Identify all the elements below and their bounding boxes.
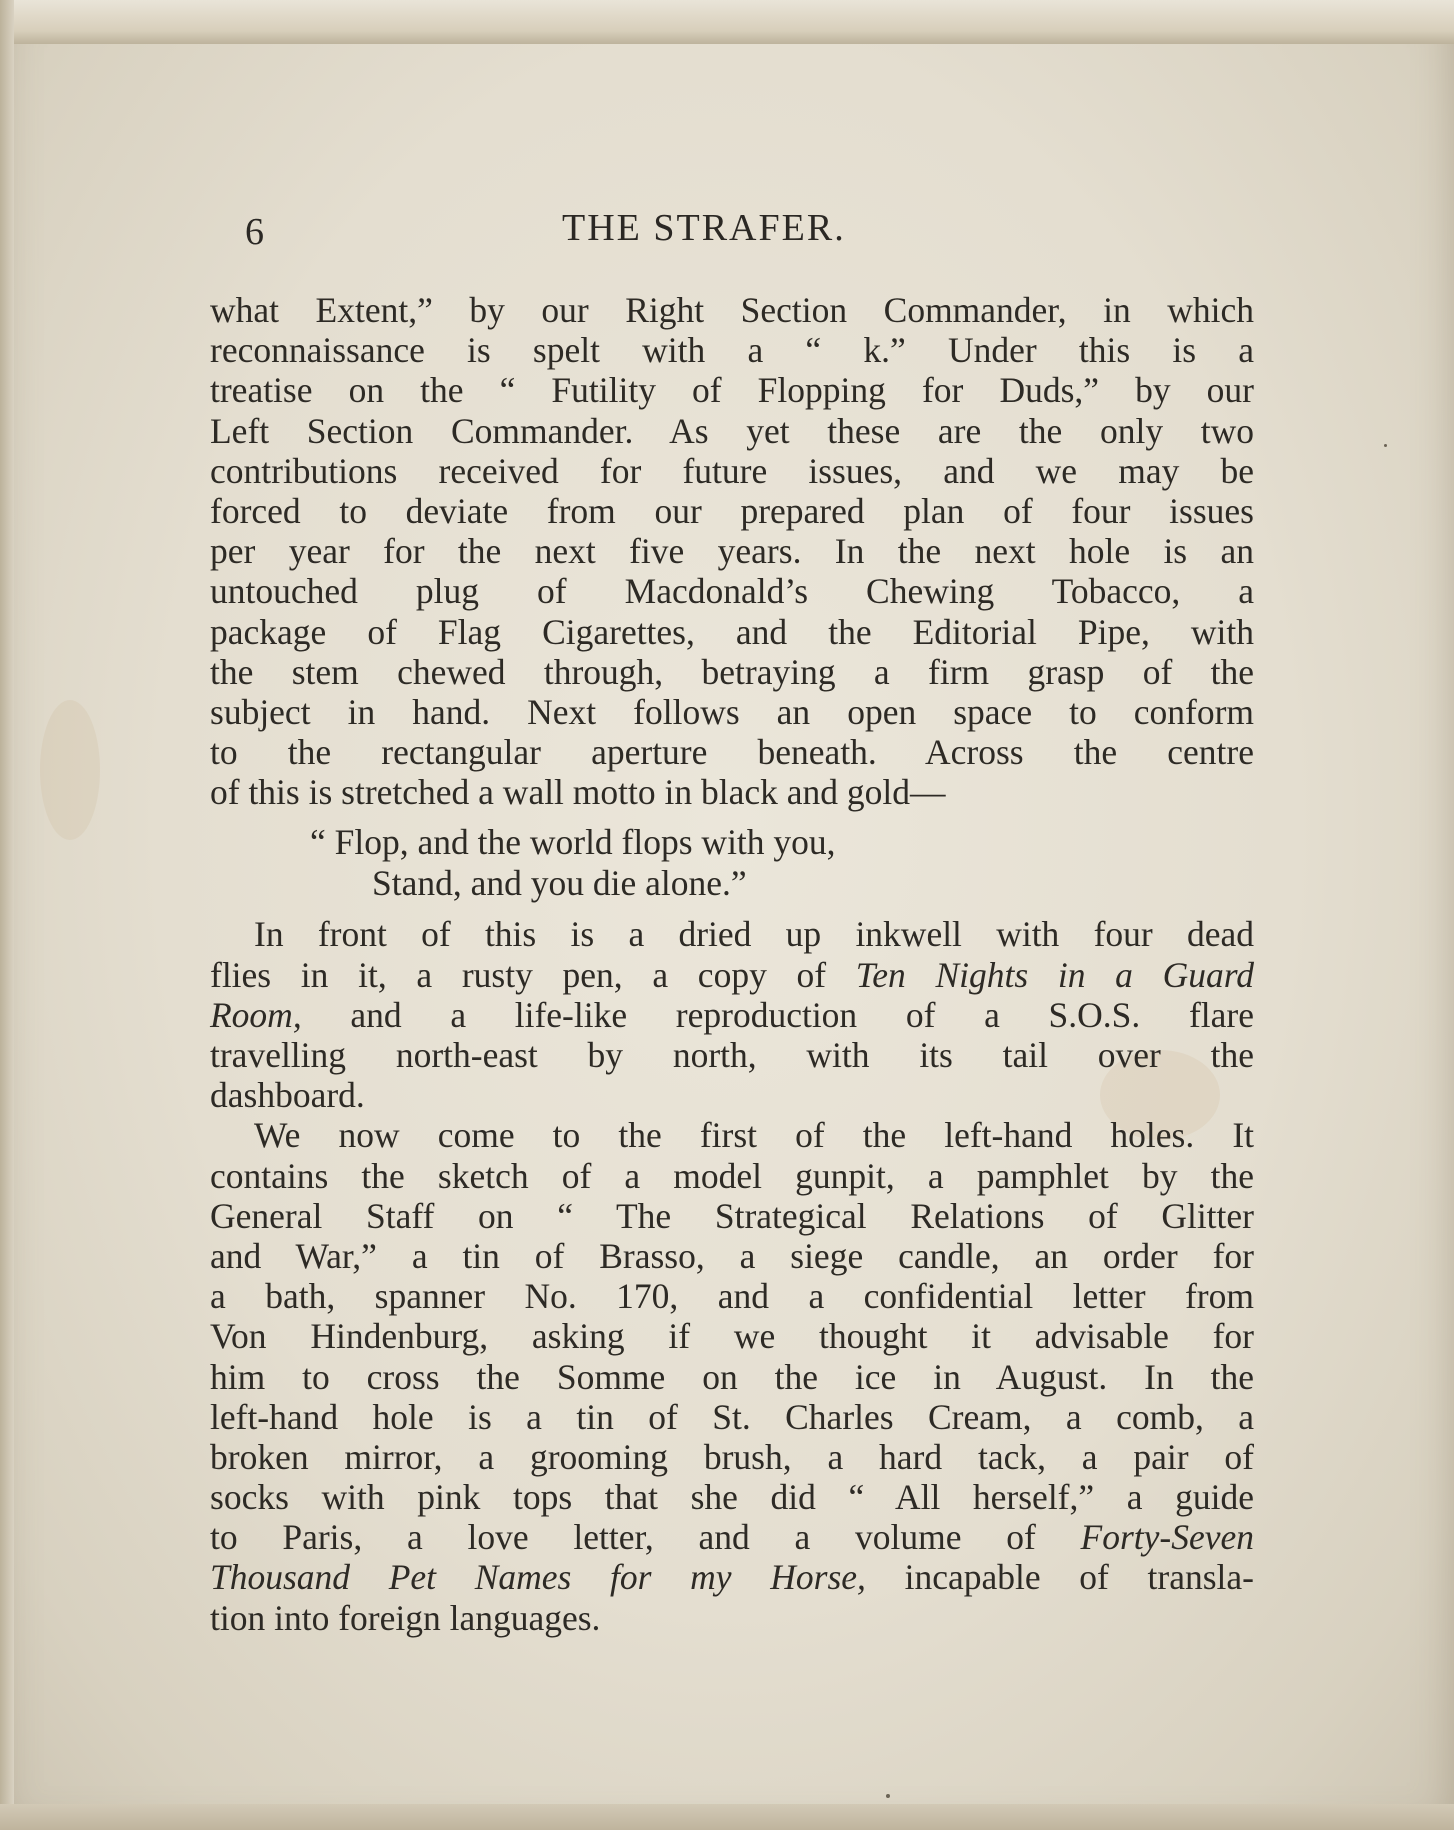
text-line: a bath, spanner No. 170, and a confidential letter from bbox=[210, 1276, 1254, 1317]
text-line: Left Section Commander. As yet these are the only two bbox=[210, 410, 1254, 451]
text-line: Von Hindenburg, asking if we thought it advisable for bbox=[210, 1316, 1254, 1357]
text-line: broken mirror, a grooming brush, a hard tack, a pair of bbox=[210, 1436, 1254, 1477]
page-top-edge bbox=[0, 0, 1454, 44]
text-line: General Staff on “ The Strategical Relations of Glitter bbox=[210, 1195, 1254, 1236]
text-line: to the rectangular aperture beneath. Across the centre bbox=[210, 732, 1254, 773]
text-line: In front of this is a dried up inkwell with four dead bbox=[254, 914, 1254, 955]
paragraph-continued bbox=[210, 290, 1254, 812]
page-bottom-edge bbox=[0, 1804, 1454, 1830]
verse-line: Stand, and you die alone.” bbox=[372, 863, 747, 904]
book-title: Forty-Seven bbox=[1080, 1517, 1254, 1558]
text-line: dashboard. bbox=[210, 1075, 365, 1116]
text-line: of this is stretched a wall motto in black and gold— bbox=[210, 772, 946, 813]
running-header bbox=[0, 206, 1454, 266]
text-run: to Paris, a love letter, and a volume of bbox=[210, 1517, 1081, 1558]
text-line: We now come to the first of the left-hand holes. It bbox=[254, 1115, 1254, 1156]
text-run: incapable of transla- bbox=[865, 1557, 1254, 1598]
page-number: 6 bbox=[245, 211, 264, 253]
text-run: flies in it, a rusty pen, a copy of bbox=[210, 954, 856, 995]
text-line: subject in hand. Next follows an open space to conform bbox=[210, 691, 1254, 732]
text-line: treatise on the “ Futility of Flopping for Duds,” by our bbox=[210, 370, 1254, 411]
text-line: travelling north-east by north, with its tail over the bbox=[210, 1035, 1254, 1075]
page-left-edge bbox=[0, 0, 14, 1830]
text-line: contributions received for future issues, and we may be bbox=[210, 450, 1254, 491]
paper-stain bbox=[40, 700, 100, 840]
paragraph-left-hand-holes bbox=[210, 1115, 1254, 1637]
running-title: THE STRAFER. bbox=[562, 207, 846, 249]
text-line: contains the sketch of a model gunpit, a pamphlet by the bbox=[210, 1155, 1254, 1196]
text-line bbox=[210, 1557, 1254, 1597]
text-line: the stem chewed through, betraying a firm grasp of the bbox=[210, 651, 1254, 692]
text-line: and War,” a tin of Brasso, a siege candle, an order for bbox=[210, 1235, 1254, 1276]
text-line: left-hand hole is a tin of St. Charles Cream, a comb, a bbox=[210, 1396, 1254, 1437]
book-title: Ten Nights in a Guard bbox=[855, 954, 1254, 995]
text-line bbox=[210, 1517, 1254, 1557]
text-line: socks with pink tops that she did “ All herself,” a guide bbox=[210, 1477, 1254, 1518]
text-line: untouched plug of Macdonald’s Chewing Tobacco, a bbox=[210, 571, 1254, 612]
text-line: him to cross the Somme on the ice in August. In the bbox=[210, 1356, 1254, 1397]
text-line: what Extent,” by our Right Section Commander, in which bbox=[210, 290, 1254, 330]
text-line: per year for the next five years. In the next hole is an bbox=[210, 531, 1254, 572]
text-line: tion into foreign languages. bbox=[210, 1597, 601, 1638]
text-line bbox=[210, 995, 1254, 1035]
ink-speck bbox=[886, 1794, 890, 1798]
ink-speck bbox=[1384, 444, 1387, 447]
verse-line: “ Flop, and the world flops with you, bbox=[310, 822, 836, 863]
paragraph-inkwell bbox=[210, 914, 1254, 1115]
text-line: package of Flag Cigarettes, and the Editorial Pipe, with bbox=[210, 611, 1254, 652]
text-run: and a life-like reproduction of a S.O.S. flare bbox=[301, 994, 1254, 1035]
body-text bbox=[210, 290, 1254, 1638]
text-line bbox=[210, 955, 1254, 995]
text-line: reconnaissance is spelt with a “ k.” Under this is a bbox=[210, 330, 1254, 371]
text-line: forced to deviate from our prepared plan of four issues bbox=[210, 490, 1254, 531]
book-title: Room, bbox=[210, 994, 302, 1035]
wall-motto-verse bbox=[210, 822, 1254, 904]
book-title: Thousand Pet Names for my Horse, bbox=[210, 1557, 866, 1598]
